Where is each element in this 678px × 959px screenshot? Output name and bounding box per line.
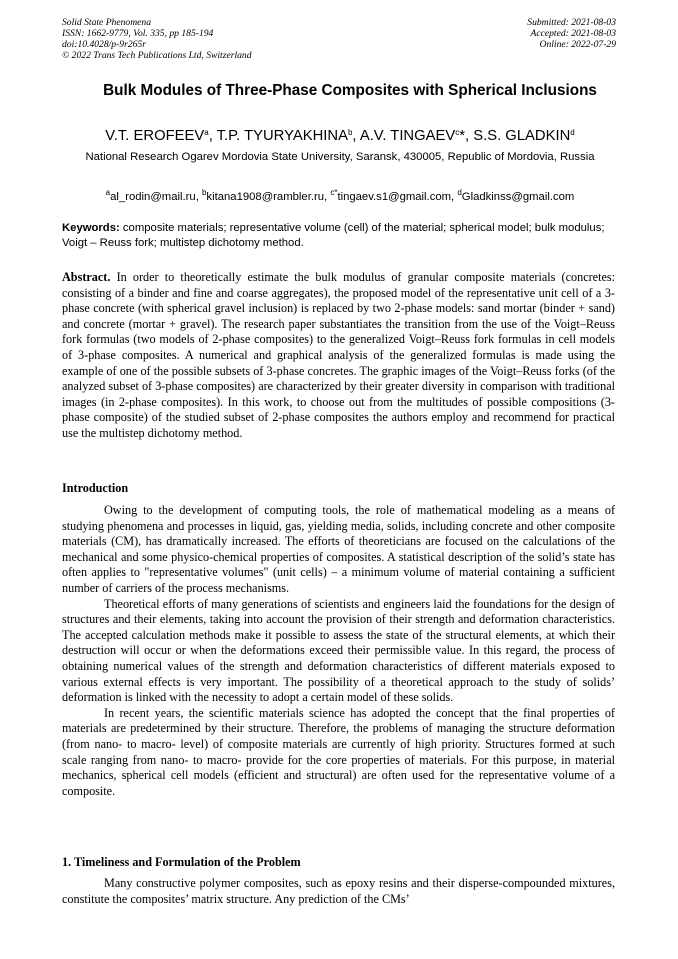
abstract-block: [62, 270, 615, 442]
section1-body: [62, 876, 615, 907]
author-name: S.S. GLADKIN: [473, 128, 571, 144]
submission-dates: [527, 17, 616, 50]
author-name: A.V. TINGAEV: [359, 128, 456, 144]
author-separator: ,: [208, 128, 217, 144]
accepted-date: Accepted: 2021-08-03: [530, 28, 616, 39]
submitted-date: Submitted: 2021-08-03: [527, 17, 616, 28]
author-affil-mark: b: [347, 128, 353, 137]
doi-line: doi:10.4028/p-9r265r: [62, 39, 146, 50]
email-link[interactable]: tingaev.s1@gmail.com: [337, 191, 452, 203]
introduction-heading: Introduction: [62, 481, 129, 495]
paragraph: Theoretical efforts of many generations of scientists and engineers laid the foundations for the design of structures and their elements, taking into account the provision of their strength and deformation characteristics. The accepted calculation methods make it possible to assess the state of the structural elements, at which their destruction will occur or when the deformations exceed their permissible value. In this regard, the process of obtaining numerical values of the strength and deformation characteristics of different materials exposed to various external effects is very important. The possibility of a theoretical approach to the study of solids’ deformation is linked with the necessity to adopt a certain model of these solids.: [62, 596, 615, 705]
author-affil-mark: d: [570, 128, 575, 137]
email-link[interactable]: Gladkinss@gmail.com: [461, 191, 575, 203]
journal-info: [62, 17, 252, 61]
corresponding-mark: *: [459, 128, 465, 144]
email-mark: d: [457, 188, 462, 197]
email-mark: b: [201, 188, 207, 197]
email-mark: c*: [330, 188, 338, 197]
paragraph: Many constructive polymer composites, such as epoxy resins and their disperse-compounded mixtures, constitute the composites’ matrix structure. Any prediction of the CMs’: [62, 876, 615, 906]
affiliation: National Research Ogarev Mordovia State University, Saransk, 430005, Republic of Mordovia, Russia: [85, 151, 595, 163]
author-name: V.T. EROFEEV: [105, 128, 205, 144]
author-affil-mark: a: [204, 128, 209, 137]
email-mark: a: [105, 188, 111, 197]
journal-name: Solid State Phenomena: [62, 17, 151, 28]
author-separator: ,: [465, 128, 474, 144]
online-date: Online: 2022-07-29: [539, 39, 616, 50]
keywords-label: Keywords:: [62, 222, 120, 234]
issn-line: ISSN: 1662-9779, Vol. 335, pp 185-194: [62, 28, 214, 39]
keywords-block: [62, 221, 614, 251]
author-list: [40, 123, 640, 146]
author-affil-mark: c: [455, 128, 460, 137]
email-link[interactable]: al_rodin@mail.ru: [110, 191, 196, 203]
section1-heading: 1. Timeliness and Formulation of the Problem: [62, 855, 301, 869]
keywords-text: composite materials; representative volume (cell) of the material; spherical model; bulk modulus; Voigt – Reuss fork; multistep dichotomy method.: [62, 222, 605, 249]
email-link[interactable]: kitana1908@rambler.ru: [206, 191, 325, 203]
paragraph: Owing to the development of computing tools, the role of mathematical modeling as a means of studying phenomena and processes in liquid, gas, yielding media, solids, including concrete and other composite materials (CM), has dramatically increased. The efforts of theoreticians are focused on the calculations of the mechanical and some physico-chemical properties of composites. A statistical description of the solid’s state has often applies to "representative volumes" (unit cells) – a minimum volume of material containing a sufficient number of carriers of the process mechanisms.: [62, 503, 615, 595]
paragraph: In recent years, the scientific materials science has adopted the concept that the final properties of materials are predetermined by their structure. Therefore, the problems of managing the structure deformation (from nano- to macro- level) of composite materials are currently of high priority. Structures formed at such scale ranging from nano- to macro- provide for the core properties of materials. For this purpose, in material mechanics, spherical cell models (efficient and structural) are often used for the representative volume of a composite.: [62, 705, 615, 798]
abstract-label: Abstract.: [62, 270, 111, 284]
author-separator: ,: [352, 128, 360, 144]
email-list: $^a$al_rodin@mail.ru, $^b$kitana1908@rambler.ru, $^{c*}$tingaev.s1@gmail.com, $^d$Gladkinss@gmail.com: [105, 188, 575, 203]
copyright-line: © 2022 Trans Tech Publications Ltd, Switzerland: [62, 50, 252, 61]
paper-title: Bulk Modules of Three-Phase Composites with Spherical Inclusions: [103, 82, 597, 99]
abstract-text: In order to theoretically estimate the bulk modulus of granular composite materials (concretes: consisting of a binder and fine and coarse aggregates), the proposed model of the representative unit cell of a 3-phase concrete (with spherical gravel inclusion) is replaced by two 2-phase models: sand mortar (binder + sand) and concrete (mortar + gravel). The research paper substantiates the transition from the use of the Voigt–Reuss fork formulas (two models of 2-phase composites) to the generalized Voigt–Reuss fork formulas in cell models of 3-phase composites. A numerical and graphical analysis of the generalized formulas is made using the example of one of the possible subsets of 3-phase concretes. The graphic images of the Voigt–Reuss forks (of the analyzed subset of 3-phase composites) are characterized by their greater diversity in comparison with traditional images (in 2-phase composites). In this work, to choose out from the multitudes of possible compositions (3-phase composite) of the studied subset of 2-phase composites the authors employ and recommend for practical use the multistep dichotomy method.: [62, 270, 615, 440]
author-name: T.P. TYURYAKHINA: [216, 128, 348, 144]
introduction-body: [62, 503, 615, 799]
